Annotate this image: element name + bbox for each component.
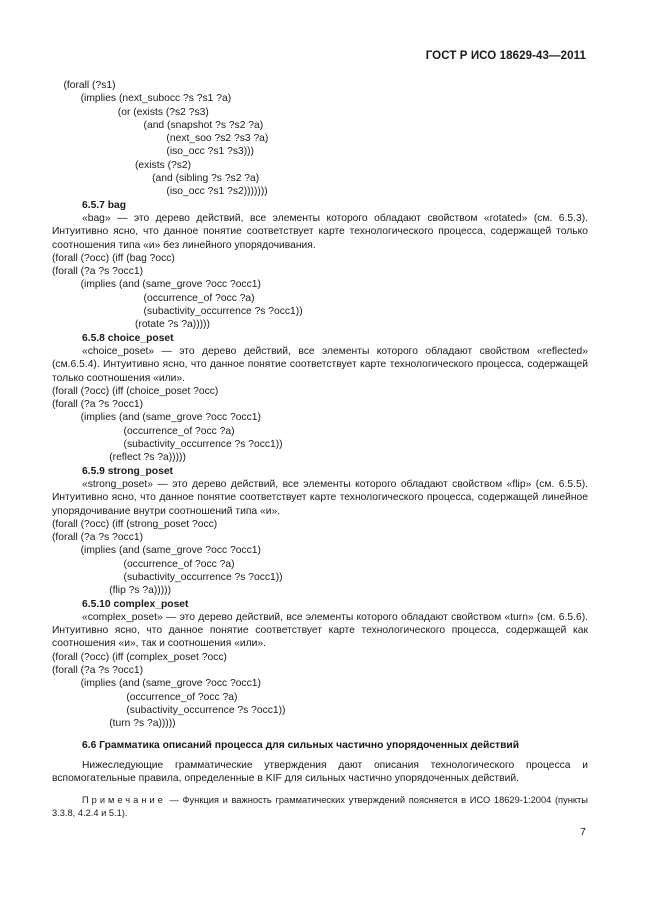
code-line: (occurrence_of ?occ ?a): [52, 558, 235, 570]
code-block-1: [52, 79, 588, 199]
section-heading: 6.5.9 strong_poset: [82, 465, 173, 477]
note: [52, 794, 588, 820]
code-line: (occurrence_of ?occ ?a): [52, 691, 238, 703]
code-line: (exists (?s2): [52, 159, 192, 171]
code-line: (forall (?occ) (iff (complex_poset ?occ): [52, 651, 227, 663]
code-line: (and (sibling ?s ?s2 ?a): [52, 173, 260, 185]
code-line: (next_soo ?s2 ?s3 ?a): [52, 133, 269, 145]
section-paragraph: «strong_poset» — это дерево действий, все элементы которого обладают свойством «flip» (см. 6.5.5). Интуитивно ясно, что данное понятие соответствует карте технологического процесса, содержащей линейное упорядочивание внутри соотношений типа «и».: [52, 478, 588, 517]
code-line: (iso_occ ?s1 ?s2))))))): [52, 186, 268, 198]
code-line: (iso_occ ?s1 ?s3))): [52, 146, 254, 158]
section-paragraph: «complex_poset» — это дерево действий, все элементы которого обладают свойством «turn» (см. 6.5.6). Интуитивно ясно, что данное понятие соответствует карте технологического процесса, содержащей как соотношения «и», так и соотношения «или».: [52, 611, 588, 650]
section-6-6: [52, 739, 588, 821]
document-body: [52, 79, 588, 830]
code-line: (and (snapshot ?s ?s2 ?a): [52, 119, 264, 131]
section-6-5-7: [52, 199, 588, 332]
code-line: (implies (and (same_grove ?occ ?occ1): [52, 545, 261, 557]
code-line: (subactivity_occurrence ?s ?occ1)): [52, 306, 303, 318]
section-6-5-10: [52, 598, 588, 731]
code-line: (reflect ?s ?a))))): [52, 452, 186, 464]
code-line: (flip ?s ?a))))): [52, 585, 172, 597]
code-line: (implies (and (same_grove ?occ ?occ1): [52, 279, 261, 291]
code-line: (forall (?a ?s ?occ1): [52, 532, 143, 544]
section-heading: 6.5.7 bag: [82, 199, 127, 211]
document-header: ГОСТ Р ИСО 18629-43—2011: [425, 50, 586, 62]
code-line: (forall (?occ) (iff (strong_poset ?occ): [52, 518, 218, 530]
code-line: (or (exists (?s2 ?s3): [52, 106, 209, 118]
code-line: (forall (?a ?s ?occ1): [52, 399, 143, 411]
section-6-5-9: [52, 465, 588, 598]
code-line: (forall (?occ) (iff (bag ?occ): [52, 252, 175, 264]
section-heading: 6.5.8 choice_poset: [82, 332, 174, 344]
section-heading: 6.6 Грамматика описаний процесса для сильных частично упорядоченных действий: [82, 739, 520, 751]
section-heading: 6.5.10 complex_poset: [82, 598, 189, 610]
code-line: (forall (?s1): [52, 80, 116, 91]
code-line: (forall (?occ) (iff (choice_poset ?occ): [52, 385, 219, 397]
page-number: 7: [580, 826, 586, 838]
section-paragraph: Нижеследующие грамматические утверждения дают описания технологического процесса и вспомогательные правила, определенные в KIF для сильных частично упорядоченных действий.: [52, 759, 588, 785]
code-line: (implies (and (same_grove ?occ ?occ1): [52, 412, 261, 424]
code-line: (subactivity_occurrence ?s ?occ1)): [52, 704, 286, 716]
code-line: (forall (?a ?s ?occ1): [52, 665, 143, 677]
code-line: (turn ?s ?a))))): [52, 718, 176, 730]
section-paragraph: «choice_poset» — это дерево действий, все элементы которого обладают свойством «reflected» (см.6.5.4). Интуитивно ясно, что данное понятие соответствует карте технологического процесса, содержащей только соотношения «или».: [52, 345, 588, 384]
code-line: (subactivity_occurrence ?s ?occ1)): [52, 439, 283, 451]
note-text: — Функция и важность грамматических утверждений поясняется в ИСО 18629-1:2004 (пункты 3.3.8, 4.2.4 и 5.1).: [52, 795, 588, 819]
code-line: (occurrence_of ?occ ?a): [52, 425, 235, 437]
code-line: (implies (next_subocc ?s ?s1 ?a): [52, 93, 232, 105]
code-line: (forall (?a ?s ?occ1): [52, 266, 143, 278]
code-line: (occurrence_of ?occ ?a): [52, 292, 255, 304]
note-label: Примечание: [82, 795, 166, 806]
code-line: (subactivity_occurrence ?s ?occ1)): [52, 571, 283, 583]
section-6-5-8: [52, 332, 588, 465]
code-line: (rotate ?s ?a))))): [52, 319, 210, 331]
section-paragraph: «bag» — это дерево действий, все элементы которого обладают свойством «rotated» (см. 6.5.3). Интуитивно ясно, что данное понятие соответствует карте технологического процесса, содержащей только соотношения типа «и» без линейного упорядочивания.: [52, 212, 588, 251]
code-line: (implies (and (same_grove ?occ ?occ1): [52, 678, 261, 690]
